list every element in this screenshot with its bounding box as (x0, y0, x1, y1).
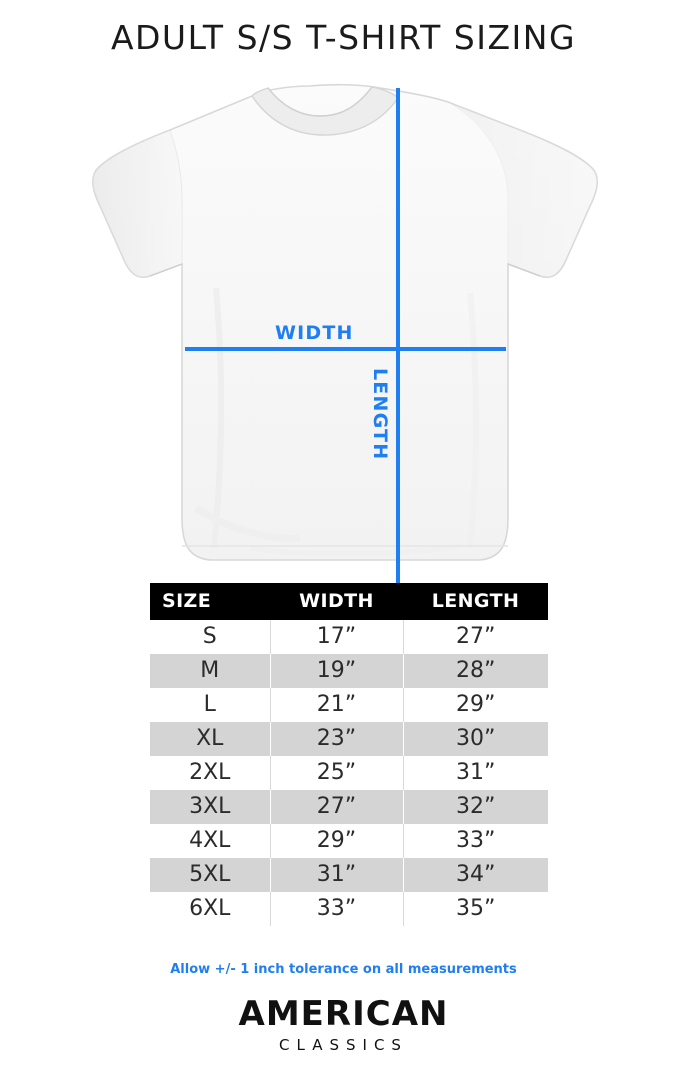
cell-size: 3XL (150, 790, 270, 824)
table-row (150, 722, 548, 756)
tolerance-note: Allow +/- 1 inch tolerance on all measurements (170, 962, 517, 977)
column-header-length: LENGTH (403, 583, 548, 620)
cell-width: 29” (270, 824, 403, 858)
cell-length: 29” (403, 688, 548, 722)
cell-length: 31” (403, 756, 548, 790)
table-row (150, 654, 548, 688)
page-title: ADULT S/S T-SHIRT SIZING (110, 18, 577, 57)
table-row (150, 824, 548, 858)
cell-size: 5XL (150, 858, 270, 892)
cell-size: M (150, 654, 270, 688)
table-row (150, 756, 548, 790)
cell-length: 32” (403, 790, 548, 824)
brand-tagline: CLASSICS (279, 1036, 408, 1054)
cell-length: 35” (403, 892, 548, 926)
length-label: LENGTH (369, 368, 391, 461)
cell-length: 34” (403, 858, 548, 892)
table-row (150, 620, 548, 654)
size-table (150, 583, 548, 926)
cell-size: 4XL (150, 824, 270, 858)
cell-width: 25” (270, 756, 403, 790)
table-row (150, 892, 548, 926)
cell-length: 33” (403, 824, 548, 858)
cell-width: 23” (270, 722, 403, 756)
cell-width: 31” (270, 858, 403, 892)
cell-size: XL (150, 722, 270, 756)
column-header-size: SIZE (150, 583, 270, 620)
table-row (150, 790, 548, 824)
shirt-diagram (0, 78, 687, 568)
table-header-row (150, 583, 548, 620)
column-header-width: WIDTH (270, 583, 403, 620)
width-label: WIDTH (275, 322, 354, 344)
cell-size: 6XL (150, 892, 270, 926)
cell-width: 27” (270, 790, 403, 824)
cell-length: 27” (403, 620, 548, 654)
cell-size: L (150, 688, 270, 722)
cell-length: 30” (403, 722, 548, 756)
table-row (150, 688, 548, 722)
cell-width: 19” (270, 654, 403, 688)
brand-name: AMERICAN (238, 994, 449, 1034)
width-measure-line (185, 347, 506, 351)
table-row (150, 858, 548, 892)
cell-width: 21” (270, 688, 403, 722)
length-measure-line (396, 88, 400, 643)
cell-size: 2XL (150, 756, 270, 790)
cell-size: S (150, 620, 270, 654)
cell-width: 33” (270, 892, 403, 926)
cell-length: 28” (403, 654, 548, 688)
cell-width: 17” (270, 620, 403, 654)
